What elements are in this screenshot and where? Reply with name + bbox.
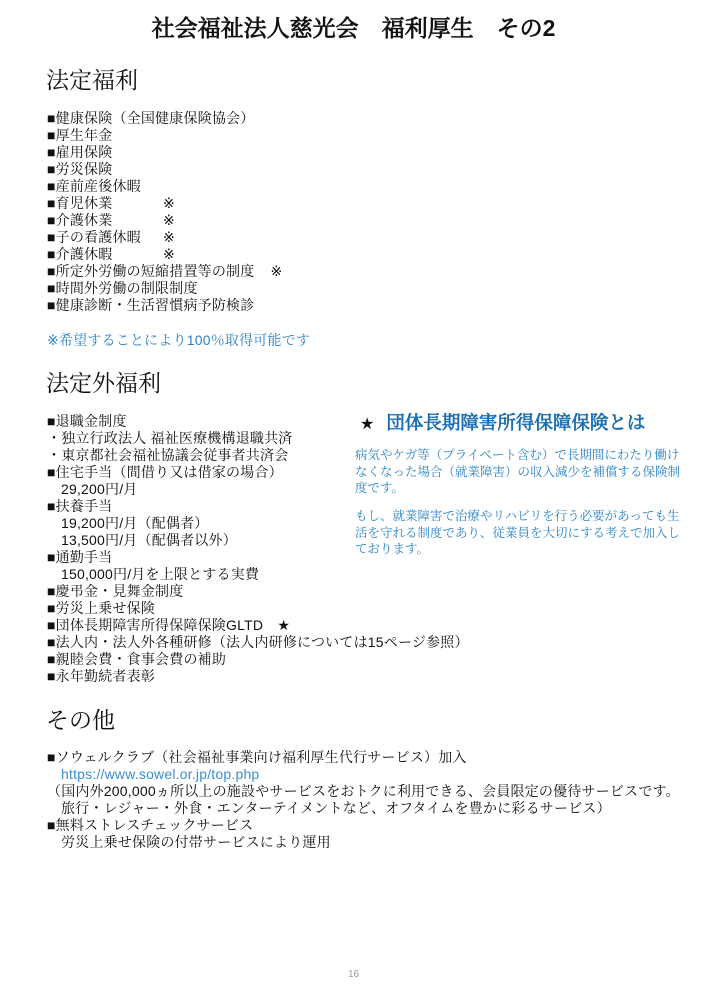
asterisk-mark: ※ — [163, 212, 175, 228]
list-item: ■永年勤続者表彰 — [47, 668, 156, 684]
star-icon: ★ — [360, 416, 375, 433]
list-item: ■法人内・法人外各種研修（法人内研修については15ページ参照） — [47, 634, 469, 650]
section-heading-statutory: 法定福利 — [46, 67, 138, 93]
list-item-label: ■厚生年金 — [47, 127, 113, 143]
list-item-detail: 労災上乗せ保険の付帯サービスにより運用 — [61, 834, 331, 850]
list-item: ■扶養手当 — [47, 498, 113, 514]
asterisk-mark: ※ — [163, 195, 175, 211]
list-item-label: ■介護休業 — [47, 212, 113, 228]
list-item: ■退職金制度 — [47, 413, 127, 429]
list-item — [47, 297, 282, 314]
list-item: ■ソウェルクラブ（社会福祉事業向け福利厚生代行サービス）加入 — [47, 749, 467, 765]
list-item-label: ■健康診断・生活習慣病予防検診 — [47, 297, 255, 313]
list-item-detail: 13,500円/月（配偶者以外） — [61, 532, 237, 548]
asterisk-mark: ※ — [163, 246, 175, 262]
list-item — [47, 178, 282, 195]
list-item-label: ■健康保険（全国健康保険協会） — [47, 110, 255, 126]
section-heading-other: その他 — [46, 707, 115, 733]
list-item-label: ■子の看護休暇 — [47, 229, 141, 245]
list-item-label: ■時間外労働の制限制度 — [47, 280, 198, 296]
page-title: 社会福祉法人慈光会 福利厚生 その2 — [151, 15, 556, 41]
gltd-explanation — [355, 411, 695, 558]
list-item — [47, 144, 282, 161]
list-item — [47, 229, 282, 246]
paragraph-line: もし、就業障害で治療やリハビリを行う必要があっても生 — [355, 509, 680, 523]
list-item — [47, 212, 282, 229]
list-item — [47, 246, 282, 263]
sowel-club-link[interactable]: https://www.sowel.or.jp/top.php — [61, 766, 260, 782]
paragraph-line: 度です。 — [355, 481, 405, 495]
list-item: ■通勤手当 — [47, 549, 113, 565]
list-item: ■慶弔金・見舞金制度 — [47, 583, 184, 599]
list-item — [47, 263, 282, 280]
paragraph-line: 病気やケガ等（プライベート含む）で長期間にわたり働け — [355, 448, 680, 462]
list-item-detail: （国内外200,000ヵ所以上の施設やサービスをおトクに利用できる、会員限定の優待サービスです。 — [47, 783, 680, 799]
list-item: ■親睦会費・食事会費の補助 — [47, 651, 227, 667]
list-item-label: ■所定外労働の短縮措置等の制度 — [47, 263, 255, 279]
asterisk-mark: ※ — [163, 229, 175, 245]
list-item-detail: 150,000円/月を上限とする実費 — [61, 566, 260, 582]
list-item-detail: 29,200円/月 — [61, 481, 138, 497]
list-item — [47, 195, 282, 212]
list-item-label: ■育児休業 — [47, 195, 113, 211]
statutory-note: ※希望することにより100％取得可能です — [47, 332, 311, 348]
list-item: ■労災上乗せ保険 — [47, 600, 156, 616]
list-item-label: ■介護休暇 — [47, 246, 113, 262]
list-item: ・独立行政法人 福祉医療機構退職共済 — [47, 430, 293, 446]
list-item-detail: 19,200円/月（配偶者） — [61, 515, 209, 531]
list-item: ■無料ストレスチェックサービス — [47, 817, 254, 833]
paragraph-line: ております。 — [355, 542, 430, 556]
list-item-label: ■労災保険 — [47, 161, 113, 177]
list-item-detail: 旅行・レジャー・外食・エンターテイメントなど、オフタイムを豊かに彩るサービス） — [61, 800, 611, 816]
list-item — [47, 280, 282, 297]
gltd-paragraph — [355, 508, 695, 558]
list-item-label: ■雇用保険 — [47, 144, 113, 160]
list-item-label: ■産前産後休暇 — [47, 178, 141, 194]
asterisk-mark: ※ — [270, 263, 283, 279]
list-item — [47, 161, 282, 178]
gltd-heading-row — [355, 411, 695, 435]
statutory-welfare-list — [47, 110, 282, 314]
list-item — [47, 127, 282, 144]
paragraph-line: なくなった場合（就業障害）の収入減少を補償する保険制 — [355, 464, 681, 479]
list-item — [47, 110, 282, 127]
page-number: 16 — [347, 969, 360, 980]
list-item: ■団体長期障害所得保障保険GLTD ★ — [47, 617, 291, 633]
list-item: ・東京都社会福祉協議会従事者共済会 — [47, 447, 289, 463]
list-item-detail — [47, 766, 680, 783]
other-welfare-list — [47, 749, 680, 851]
gltd-heading: 団体長期障害所得保障保険とは — [386, 412, 646, 433]
section-heading-non-statutory: 法定外福利 — [46, 370, 161, 396]
paragraph-line: 活を守れる制度であり、従業員を大切にする考えで加入し — [355, 525, 681, 540]
gltd-paragraph — [355, 447, 695, 497]
list-item: ■住宅手当（間借り又は借家の場合） — [47, 464, 283, 480]
